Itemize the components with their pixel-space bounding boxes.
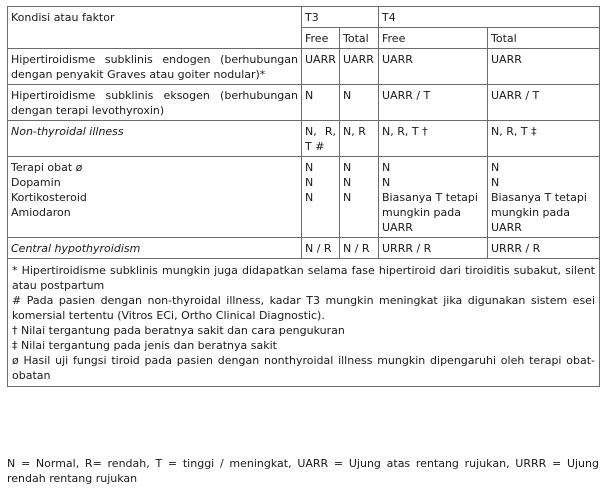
table-row [8, 85, 600, 121]
drug-therapy-row [8, 157, 600, 238]
value: N [305, 191, 314, 204]
footnotes-cell [8, 259, 600, 387]
t3-total-cell [340, 157, 379, 238]
header-t4-total: Total [488, 28, 600, 49]
value: N [491, 161, 500, 174]
t3-total-cell: UARR [340, 49, 379, 85]
t4-free-cell: UARR [379, 49, 488, 85]
value: Biasanya T tetapi mungkin pada UARR [491, 191, 587, 234]
footnote: ø Hasil uji fungsi tiroid pada pasien dengan nonthyroidal illness mungkin dipengaruhi oleh terapi obat-obatan [12, 354, 595, 382]
value: N [382, 161, 391, 174]
t3-free-cell: N, R, T # [302, 121, 340, 157]
condition-cell: Central hypothyroidism [8, 238, 302, 259]
t3-free-cell: N [302, 85, 340, 121]
drug-label: Terapi obat ø [11, 161, 83, 174]
t3-total-cell: N, R [340, 121, 379, 157]
header-condition: Kondisi atau faktor [8, 7, 302, 49]
value: N [491, 176, 500, 189]
t4-free-cell: UARR / T [379, 85, 488, 121]
condition-cell: Hipertiroidisme subklinis endogen (berhubungan dengan penyakit Graves atau goiter nodular)* [8, 49, 302, 85]
t4-total-cell [488, 157, 600, 238]
value: N [343, 176, 352, 189]
value: N [343, 161, 352, 174]
header-t3: T3 [302, 7, 379, 28]
footnote: * Hipertiroidisme subklinis mungkin juga didapatkan selama fase hipertiroid dari tiroiditis subakut, silent atau postpartum [12, 264, 595, 292]
t4-total-cell: N, R, T ‡ [488, 121, 600, 157]
t4-free-cell [379, 157, 488, 238]
table-row [8, 49, 600, 85]
t3-free-cell: UARR [302, 49, 340, 85]
header-t4-free: Free [379, 28, 488, 49]
condition-cell [8, 157, 302, 238]
footnote: # Pada pasien dengan non-thyroidal illness, kadar T3 mungkin meningkat jika digunakan sistem esei komersial tertentu (Vitros ECi, Ortho Clinical Diagnostic). [12, 294, 595, 322]
table-row [8, 121, 600, 157]
t4-total-cell: UARR [488, 49, 600, 85]
header-t3-total: Total [340, 28, 379, 49]
abbreviation-legend: N = Normal, R= rendah, T = tinggi / meningkat, UARR = Ujung atas rentang rujukan, URRR = Ujung rendah rentang rujukan [7, 457, 599, 485]
table-row [8, 238, 600, 259]
value: N [305, 176, 314, 189]
condition-cell: Non-thyroidal illness [8, 121, 302, 157]
value: N [305, 161, 314, 174]
footnote: † Nilai tergantung pada beratnya sakit dan cara pengukuran [12, 324, 345, 337]
t4-free-cell: N, R, T † [379, 121, 488, 157]
header-t3-free: Free [302, 28, 340, 49]
value: Biasanya T tetapi mungkin pada UARR [382, 191, 478, 234]
footnotes-row [8, 259, 600, 387]
thyroid-function-table [7, 6, 600, 387]
t3-free-cell [302, 157, 340, 238]
drug-label: Kortikosteroid [11, 191, 87, 204]
header-row-1 [8, 7, 600, 28]
condition-cell: Hipertiroidisme subklinis eksogen (berhubungan dengan terapi levothyroxin) [8, 85, 302, 121]
value: N [343, 191, 352, 204]
value: N [382, 176, 391, 189]
t3-free-cell: N / R [302, 238, 340, 259]
t3-total-cell: N [340, 85, 379, 121]
t4-total-cell: UARR / T [488, 85, 600, 121]
t4-free-cell: URRR / R [379, 238, 488, 259]
drug-label: Dopamin [11, 176, 61, 189]
t3-total-cell: N / R [340, 238, 379, 259]
drug-label: Amiodaron [11, 206, 71, 219]
t4-total-cell: URRR / R [488, 238, 600, 259]
footnote: ‡ Nilai tergantung pada jenis dan beratnya sakit [12, 339, 277, 352]
header-t4: T4 [379, 7, 600, 28]
